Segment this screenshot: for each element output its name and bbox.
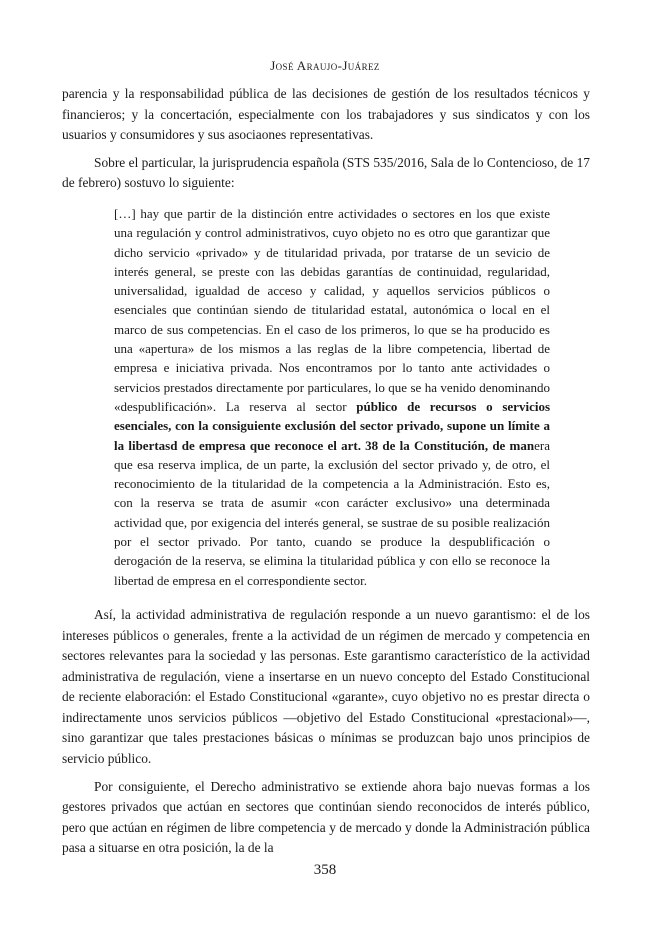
paragraph-intro-quote: Sobre el particular, la jurisprudencia española (STS 535/2016, Sala de lo Contencioso, de 17 de febrero) sostuvo lo siguiente: [62,154,590,191]
page-number: 358 [313,862,337,878]
running-header-author: José Araujo-Juárez [270,58,380,73]
block-quote [114,204,550,590]
paragraph-continuation: parencia y la responsabilidad pública de las decisiones de gestión de los resultados técnicos y financieros; y la concertación, especialmente con los trabajadores y sus sindicatos y con los usuarios y consumidores y sus asociaones representativas. [62,86,590,143]
paragraph-consiguiente: Por consiguiente, el Derecho administrativo se extiende ahora bajo nuevas formas a los gestores privados que actúan en sectores que continúan siendo reconocidos de interés público, pero que actúan en régimen de libre competencia y de mercado y donde la Administración pública pasa a situarse en otra posición, la de la [62,778,590,856]
page-body [62,84,590,866]
quote-text-part2: era que esa reserva implica, de un parte, la exclusión del sector privado y, de otro, el reconocimiento de la titularidad de la competencia a la Administración. Esto es, con la reserva se trata de asumir «con carácter exclusivo» una determinada actividad que, por exigencia del interés general, se sustrae de su posible realización por el sector privado. Por tanto, cuando se produce la despublificación o derogación de la reserva, se elimina la titularidad pública y con ello se reconoce la libertad de empresa en el correspondiente sector. [114,437,550,588]
paragraph-garantismo: Así, la actividad administrativa de regulación responde a un nuevo garantismo: el de los intereses públicos o generales, frente a la actividad de un régimen de mercado y competencia en sectores relevantes para la sociedad y las personas. Este garantismo característico de la actividad administrativa de regulación, viene a insertarse en un nuevo concepto del Estado Constitucional de reciente elaboración: el Estado Constitucional «garante», cuyo objetivo no es prestar directa o indirectamente unos servicios públicos —objetivo del Estado Constitucional «prestacional»—, sino garantizar que tales prestaciones básicas o mínimas se produzcan bajo unos principios de servicio público. [62,606,590,767]
quote-bold-text: público de recursos o servicios esenciales, con la consiguiente exclusión del sector privado, supone un límite a la libertasd de empresa que reconoce el art. 38 de la Constitución, de man [114,398,551,453]
quote-text-part1: […] hay que partir de la distinción entre actividades o sectores en los que existe una regulación y control administrativos, cuyo objeto no es otro que garantizar que dicho servicio «privado» y de titularidad privada, por tratarse de un sevicio de interés general, se preste con las debidas garantías de continuidad, regularidad, universalidad, igualdad de acceso y calidad, y aquellos servicios públicos o esenciales que continúan siendo de titularidad estatal, autonómica o local en el marco de sus competencias. En el caso de los primeros, lo que se ha producido es una «apertura» de los mismos a las reglas de la libre competencia, libertad de empresa e iniciativa privada. Nos encontramos por lo tanto ante actividades o servicios prestados directamente por particulares, lo que se ha venido denominando «despublificación». La reserva al sector [114,205,550,414]
